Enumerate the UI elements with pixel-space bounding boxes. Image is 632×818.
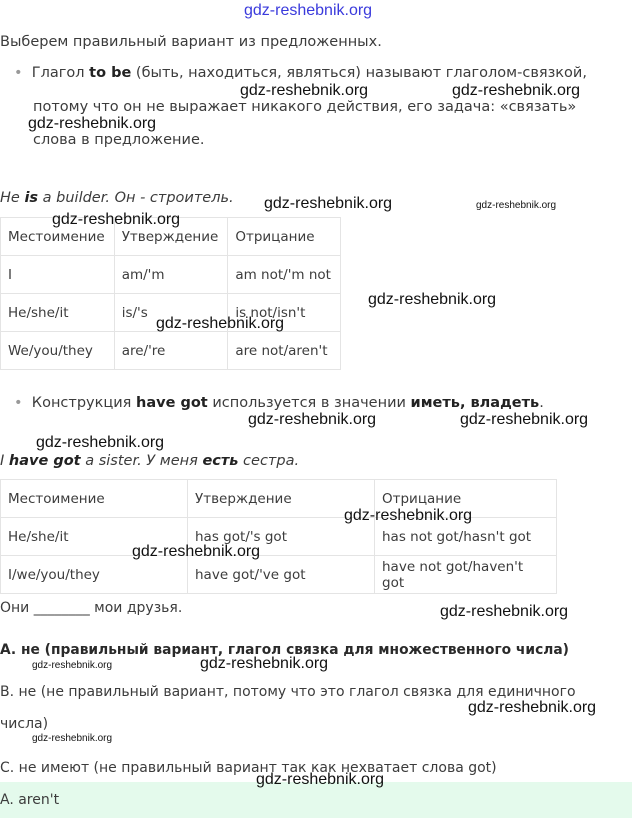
table-cell: are not/aren't xyxy=(228,332,341,370)
table-cell: has not got/hasn't got xyxy=(375,518,557,556)
table-cell: I xyxy=(1,256,115,294)
table-cell: is not/isn't xyxy=(228,294,341,332)
answer-text: A. aren't xyxy=(0,792,60,808)
example-have-got: I have got a sister. У меня есть сестра. xyxy=(0,453,300,469)
option-c: C. не имеют (не правильный вариант так как нехватает слова got) xyxy=(0,760,497,776)
option-a: A. не (правильный вариант, глагол связка для множественного числа) xyxy=(0,642,569,658)
watermark: gdz-reshebnik.org xyxy=(32,660,113,671)
table-cell: have got/'ve got xyxy=(188,556,375,594)
have-got-table xyxy=(0,479,557,594)
watermark: gdz-reshebnik.org xyxy=(476,200,557,211)
table-header: Местоимение xyxy=(1,218,115,256)
table-cell: is/'s xyxy=(114,294,228,332)
watermark: gdz-reshebnik.org xyxy=(156,315,285,332)
table-header: Отрицание xyxy=(375,480,557,518)
intro-text: Выберем правильный вариант из предложенных. xyxy=(0,34,382,50)
watermark: gdz-reshebnik.org xyxy=(264,195,393,212)
bullet-have-got: • Конструкция have got используется в значении иметь, владеть. xyxy=(14,395,544,411)
watermark: gdz-reshebnik.org xyxy=(452,82,581,99)
watermark: gdz-reshebnik.org xyxy=(460,411,589,428)
watermark: gdz-reshebnik.org xyxy=(52,211,181,228)
option-b: B. не (не правильный вариант, потому что это глагол связка для единичного xyxy=(0,684,576,700)
to-be-table xyxy=(0,217,341,370)
watermark: gdz-reshebnik.org xyxy=(256,771,385,788)
table-header: Утверждение xyxy=(114,218,228,256)
table-header: Отрицание xyxy=(228,218,341,256)
bullet-to-be: • Глагол to be (быть, находиться, являться) называют глаголом-связкой, xyxy=(14,65,587,81)
watermark: gdz-reshebnik.org xyxy=(28,115,157,132)
option-b-cont: числа) xyxy=(0,716,49,732)
table-row xyxy=(1,518,557,556)
table-row xyxy=(1,256,341,294)
table-cell: are/'re xyxy=(114,332,228,370)
table-cell: has got/'s got xyxy=(188,518,375,556)
watermark: gdz-reshebnik.org xyxy=(32,733,113,744)
table-row xyxy=(1,556,557,594)
watermark: gdz-reshebnik.org xyxy=(440,603,569,620)
table-cell: He/she/it xyxy=(1,294,115,332)
table-cell: am not/'m not xyxy=(228,256,341,294)
question: Они ________ мои друзья. xyxy=(0,600,183,616)
watermark: gdz-reshebnik.org xyxy=(468,699,597,716)
table-cell: am/'m xyxy=(114,256,228,294)
table-row xyxy=(1,332,341,370)
table-header: Утверждение xyxy=(188,480,375,518)
table-cell: have not got/haven't got xyxy=(375,556,557,594)
bullet-to-be-line3: слова в предложение. xyxy=(33,132,205,148)
watermark: gdz-reshebnik.org xyxy=(368,291,497,308)
watermark: gdz-reshebnik.org xyxy=(240,82,369,99)
watermark: gdz-reshebnik.org xyxy=(36,434,165,451)
table-cell: He/she/it xyxy=(1,518,188,556)
watermark: gdz-reshebnik.org xyxy=(200,655,329,672)
watermark: gdz-reshebnik.org xyxy=(132,543,261,560)
table-cell: We/you/they xyxy=(1,332,115,370)
bullet-to-be-line2: потому что он не выражает никакого действия, его задача: «связать» xyxy=(33,99,577,115)
watermark: gdz-reshebnik.org xyxy=(344,507,473,524)
example-to-be: He is a builder. Он - строитель. xyxy=(0,190,234,206)
table-header-row xyxy=(1,480,557,518)
watermark: gdz-reshebnik.org xyxy=(244,2,373,19)
watermark: gdz-reshebnik.org xyxy=(248,411,377,428)
table-header: Местоимение xyxy=(1,480,188,518)
table-cell: I/we/you/they xyxy=(1,556,188,594)
